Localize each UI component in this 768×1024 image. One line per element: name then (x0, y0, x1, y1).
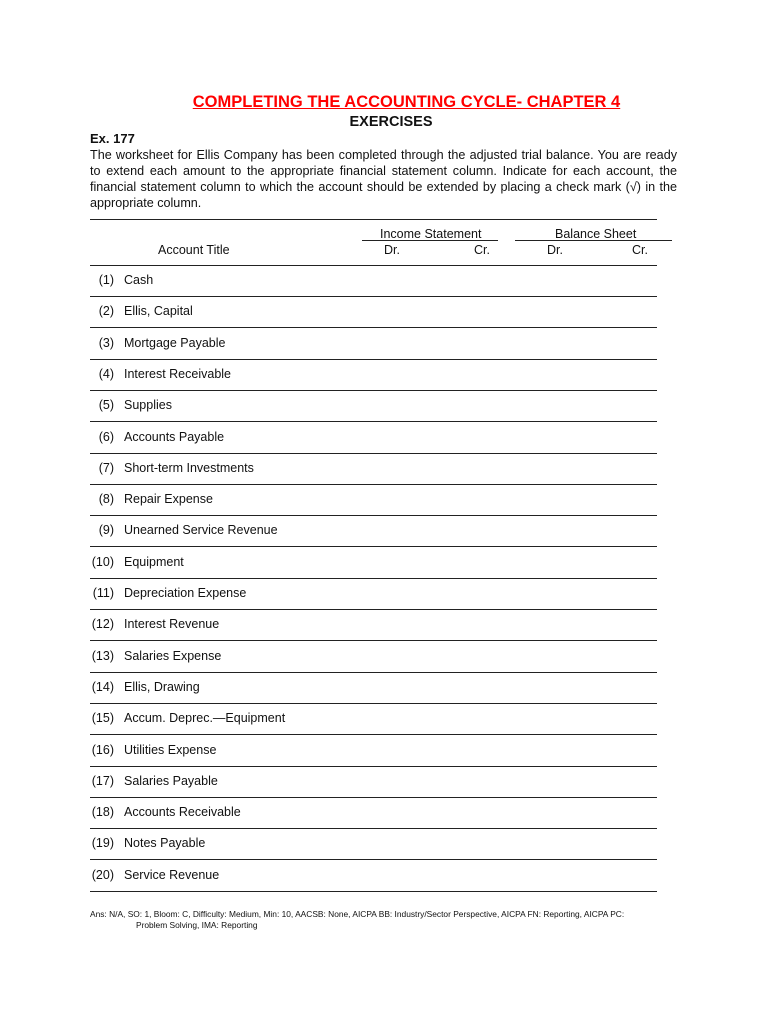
row-number: (10) (91, 554, 114, 569)
account-name: Accum. Deprec.—Equipment (124, 711, 286, 726)
account-name: Service Revenue (124, 867, 220, 882)
account-name: Repair Expense (124, 492, 213, 507)
row-rule (90, 453, 657, 454)
account-name: Equipment (124, 554, 184, 569)
row-rule (90, 672, 657, 673)
income-statement-rule (362, 240, 498, 241)
row-number: (19) (91, 836, 114, 851)
row-number: (17) (91, 773, 114, 788)
row-rule (90, 640, 657, 641)
row-number: (1) (98, 273, 114, 287)
account-name: Short-term Investments (124, 460, 254, 475)
row-rule (90, 359, 657, 360)
account-name: Notes Payable (124, 836, 206, 851)
account-name: Unearned Service Revenue (124, 523, 278, 538)
row-rule (90, 703, 657, 704)
account-name: Accounts Payable (124, 429, 225, 444)
balance-cr-header: Cr. (632, 243, 648, 257)
account-name: Utilities Expense (124, 742, 217, 757)
balance-sheet-header: Balance Sheet (555, 227, 637, 241)
account-name: Cash (124, 273, 154, 287)
row-number: (15) (91, 711, 114, 726)
exercise-instructions: The worksheet for Ellis Company has been completed through the adjusted trial balance. You are ready to extend each amount to the appropriate financial statement column. Indicate for each account, the financial statement column to which the account should be extended by placing a check mark (√) in the appropriate column. (90, 148, 677, 210)
row-rule (90, 734, 657, 735)
row-number: (6) (98, 429, 114, 444)
account-name: Ellis, Drawing (124, 679, 200, 694)
header-bottom-rule (90, 265, 657, 266)
row-rule (90, 296, 657, 297)
row-rule (90, 546, 657, 547)
row-number: (14) (91, 679, 114, 694)
row-rule (90, 859, 657, 860)
balance-sheet-rule (515, 240, 672, 241)
account-name: Supplies (124, 398, 172, 413)
page-subtitle: EXERCISES (349, 114, 433, 130)
account-title-header: Account Title (158, 243, 230, 257)
row-number: (16) (91, 742, 114, 757)
footnote (90, 909, 690, 931)
row-rule (90, 421, 657, 422)
row-number: (8) (98, 492, 114, 507)
row-rule (90, 797, 657, 798)
row-number: (20) (91, 867, 114, 882)
row-number: (4) (98, 366, 114, 381)
page-title: COMPLETING THE ACCOUNTING CYCLE- CHAPTER 4 (192, 93, 621, 111)
income-statement-header: Income Statement (380, 227, 482, 241)
account-name: Salaries Expense (124, 648, 222, 663)
row-rule (90, 515, 657, 516)
row-rule (90, 390, 657, 391)
footnote-line1: Ans: N/A, SO: 1, Bloom: C, Difficulty: Medium, Min: 10, AACSB: None, AICPA BB: Industry/Sector Perspective, AICPA FN: Reporting, AICPA PC: (90, 909, 625, 919)
row-number: (13) (91, 648, 114, 663)
account-name: Depreciation Expense (124, 586, 247, 600)
account-name: Interest Revenue (124, 617, 220, 632)
row-rule (90, 327, 657, 328)
income-dr-header: Dr. (384, 243, 400, 257)
row-number: (7) (98, 460, 114, 475)
row-number: (3) (98, 335, 114, 350)
account-name: Interest Receivable (124, 366, 232, 381)
account-name: Ellis, Capital (124, 304, 193, 319)
row-number: (9) (98, 523, 114, 538)
income-cr-header: Cr. (474, 243, 490, 257)
exercise-label: Ex. 177 (90, 131, 135, 146)
row-rule (90, 578, 657, 579)
account-name: Salaries Payable (124, 773, 218, 788)
balance-dr-header: Dr. (547, 243, 563, 257)
row-rule (90, 828, 657, 829)
row-number: (11) (92, 586, 114, 600)
row-rule (90, 484, 657, 485)
row-number: (12) (91, 617, 114, 632)
footnote-line2: Problem Solving, IMA: Reporting (136, 920, 258, 930)
row-rule (90, 609, 657, 610)
account-name: Mortgage Payable (124, 335, 226, 350)
row-rule (90, 891, 657, 892)
row-rule (90, 766, 657, 767)
account-name: Accounts Receivable (124, 805, 241, 820)
row-number: (18) (91, 805, 114, 820)
row-number: (2) (98, 304, 114, 319)
table-top-rule (90, 219, 657, 220)
row-number: (5) (98, 398, 114, 413)
